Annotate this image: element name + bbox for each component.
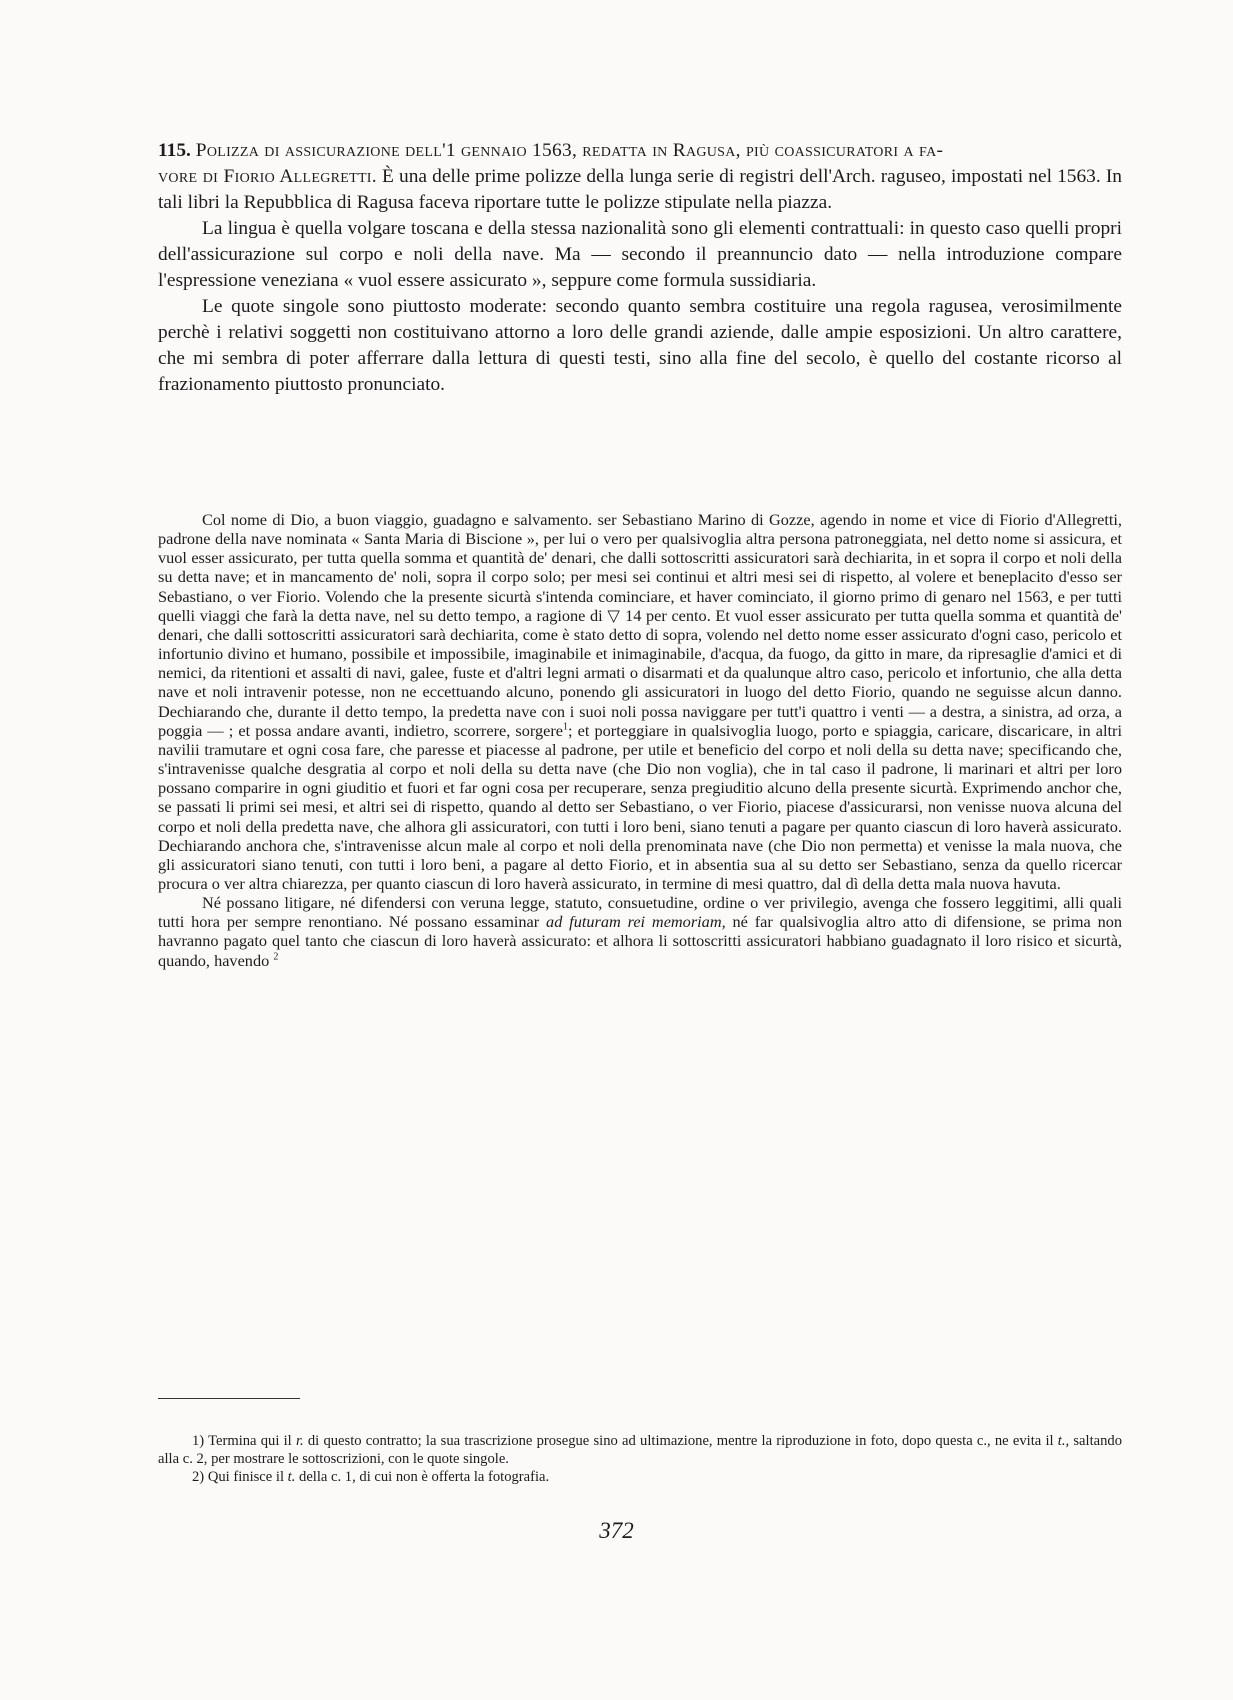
entry-title-cont: vore di Fiorio Allegretti. bbox=[158, 166, 377, 187]
footnote-2 bbox=[158, 1468, 1122, 1486]
footnote-divider bbox=[158, 1398, 300, 1399]
footnote-text: Qui finisce il bbox=[204, 1469, 288, 1485]
abbrev-tergo: t. bbox=[287, 1469, 296, 1485]
entry-number: 115. bbox=[158, 140, 191, 161]
footnote-text: Termina qui il bbox=[204, 1433, 296, 1449]
footnote-ref-2: 2 bbox=[273, 951, 279, 963]
policy-text-cont: ; et porteggiare in qualsivoglia luogo, porto e spiaggia, caricare, discaricare, in altri navilii tramutare et ogni cosa fare, che paresse et piacesse al padrone, per utile et beneficio del corpo et noli della su detta nave; specificando che, s'intravenisse qualche desgratia al corpo et noli della su detta nave (che Dio non voglia), che in tal caso il padrone, li marinari et altri per loro possano comparire in ogni giuditio et fuori et far ogni cosa per recuperare, senza pregiuditio alcuno della presente sicurtà. Exprimendo anchor che, se passati li primi sei mesi, et altri sei di rispetto, quando al detto ser Sebastiano, o ver Fiorio, piacese d'assicurarsi, non venisse nuova alcuna del corpo et noli della predetta nave, che alhora gli assicuratori, con tutti i loro beni, siano tenuti a pagare per quanto ciascun di loro haverà assicurato. Dechiarando anchora che, s'intravenisse alcun male al corpo et noli della prenominata nave (che Dio non permetta) et venisse la mala nuova, che gli assicuratori siano tenuti, con tutti i loro beni, a pagare al detto Fiorio, et in absentia sua al su detto ser Sebastiano, senza da quello ricercar procura o ver altra chiarezza, per quanto ciascun di loro haverà assicurato, in termine di mesi quattro, dal dì della detta mala nuova havuta. bbox=[158, 720, 1122, 893]
footnote-mark-2: 2) bbox=[192, 1469, 205, 1485]
page-number: 372 bbox=[599, 1518, 634, 1543]
footnote-text: di questo contratto; la sua trascrizione prosegue sino ad ultimazione, mentre la riproduzione in foto, dopo questa c., ne evita il bbox=[303, 1433, 1058, 1449]
policy-text-2-cont: né far qualsivoglia altro atto di difensione, se prima non havranno pagato quel tanto che ciascun di loro haverà assicurato: et alhora li sottoscritti assicuratori habbiano guadagnato il loro risico et sicurtà, quando, havendo bbox=[158, 912, 1122, 970]
entry-description: È una delle prime polizze della lunga serie di registri dell'Arch. raguseo, impostati nel 1563. In tali libri la Repubblica di Ragusa faceva riportare tutte le polizze stipulate nella piazza. bbox=[158, 166, 1122, 213]
policy-transcription bbox=[158, 510, 1122, 970]
intro-text bbox=[158, 138, 1122, 398]
intro-paragraph-2: La lingua è quella volgare toscana e della stessa nazionalità sono gli elementi contrattuali: in questo caso quelli propri dell'assicurazione sul corpo e noli della nave. Ma — secondo il preannuncio dato — nella introduzione compare l'espressione veneziana « vuol essere assicurato », seppure come formula sussidiaria. bbox=[158, 218, 1122, 291]
footnote-text: della c. 1, di cui non è offerta la fotografia. bbox=[295, 1469, 550, 1485]
footnotes bbox=[158, 1432, 1122, 1486]
abbrev-recto: r. bbox=[295, 1433, 304, 1449]
intro-paragraph-3: Le quote singole sono piuttosto moderate: secondo quanto sembra costituire una regola ragusea, verosimilmente perchè i relativi soggetti non costituivano attorno a loro delle grandi aziende, dalle ampie esposizioni. Un altro carattere, che mi sembra di poter afferrare dalla lettura di questi testi, sino alla fine del secolo, è quello del costante ricorso al frazionamento piuttosto pronunciato. bbox=[158, 296, 1122, 395]
abbrev-tergo: t., bbox=[1057, 1433, 1070, 1449]
policy-text-2: Né possano litigare, né difendersi con veruna legge, statuto, consuetudine, ordine o ver privilegio, avenga che fossero leggitimi, alli quali tutti hora per sempre renontiano. Né possano essaminar bbox=[158, 893, 1122, 932]
policy-paragraph-2 bbox=[158, 893, 1122, 970]
latin-phrase: ad futuram rei memoriam, bbox=[546, 912, 726, 932]
footnote-mark-1: 1) bbox=[192, 1433, 205, 1449]
policy-text: Col nome di Dio, a buon viaggio, guadagno e salvamento. ser Sebastiano Marino di Gozze, agendo in nome et vice di Fiorio d'Allegretti, padrone della nave nominata « Santa Maria di Biscione », per lui o vero per qualsivoglia altra persona patroneggiata, nel detto nome si assicura, et vuol esser assicurato, per tutta quella somma et quantità de' denari, che dalli sottoscritti assicuratori sarà dechiarita, in et sopra il corpo et noli della su detta nave; et in mancamento de' noli, sopra il corpo solo; per mesi sei continui et altri mesi sei di rispetto, al volere et beneplacito d'esso ser Sebastiano, o ver Fiorio. Volendo che la presente sicurtà s'intenda cominciare, et haver cominciato, il giorno primo di genaro nel 1563, e per tutti quelli viaggi che farà la detta nave, nel su detto tempo, a ragione di ▽ 14 per cento. Et vuol esser assicurato per tutta quella somma et quantità de' denari, che dalli sottoscritti assicuratori sarà dechiarita, come è stato detto di sopra, volendo nel detto nome esser assicurato d'ogni caso, pericolo et infortunio divino et humano, possibile et impossibile, imaginabile et inimaginabile, d'acqua, da fuogo, da gitto in mare, da ripresaglie d'amici et di nemici, da ritentioni et assalti di navi, galee, fuste et d'altri legni armati o disarmati et da qualunque altro caso, pericolo et infortunio, che alla detta nave et noli intravenir potesse, non ne eccettuando alcuno, ponendo gli assicuratori in luogo del detto Fiorio, quando ne seguisse alcun danno. Dechiarando che, durante il detto tempo, la predetta nave con i suoi noli possa naviggare per tutt'i quattro i venti — a destra, a sinistra, ad orza, a poggia — ; et possa andare avanti, indietro, scorrere, sorgere bbox=[158, 510, 1122, 740]
footnote-text: saltando alla c. 2, per mostrare le sottoscrizioni, con le quote singole. bbox=[158, 1433, 1122, 1467]
footnote-1 bbox=[158, 1432, 1122, 1468]
footnote-ref-1: 1 bbox=[563, 721, 569, 733]
introduction bbox=[158, 138, 1122, 398]
entry-heading bbox=[158, 138, 1122, 216]
entry-title: Polizza di assicurazione dell'1 gennaio 1563, redatta in Ragusa, più coassicuratori a fa- bbox=[195, 140, 944, 161]
policy-paragraph-1 bbox=[158, 510, 1122, 893]
